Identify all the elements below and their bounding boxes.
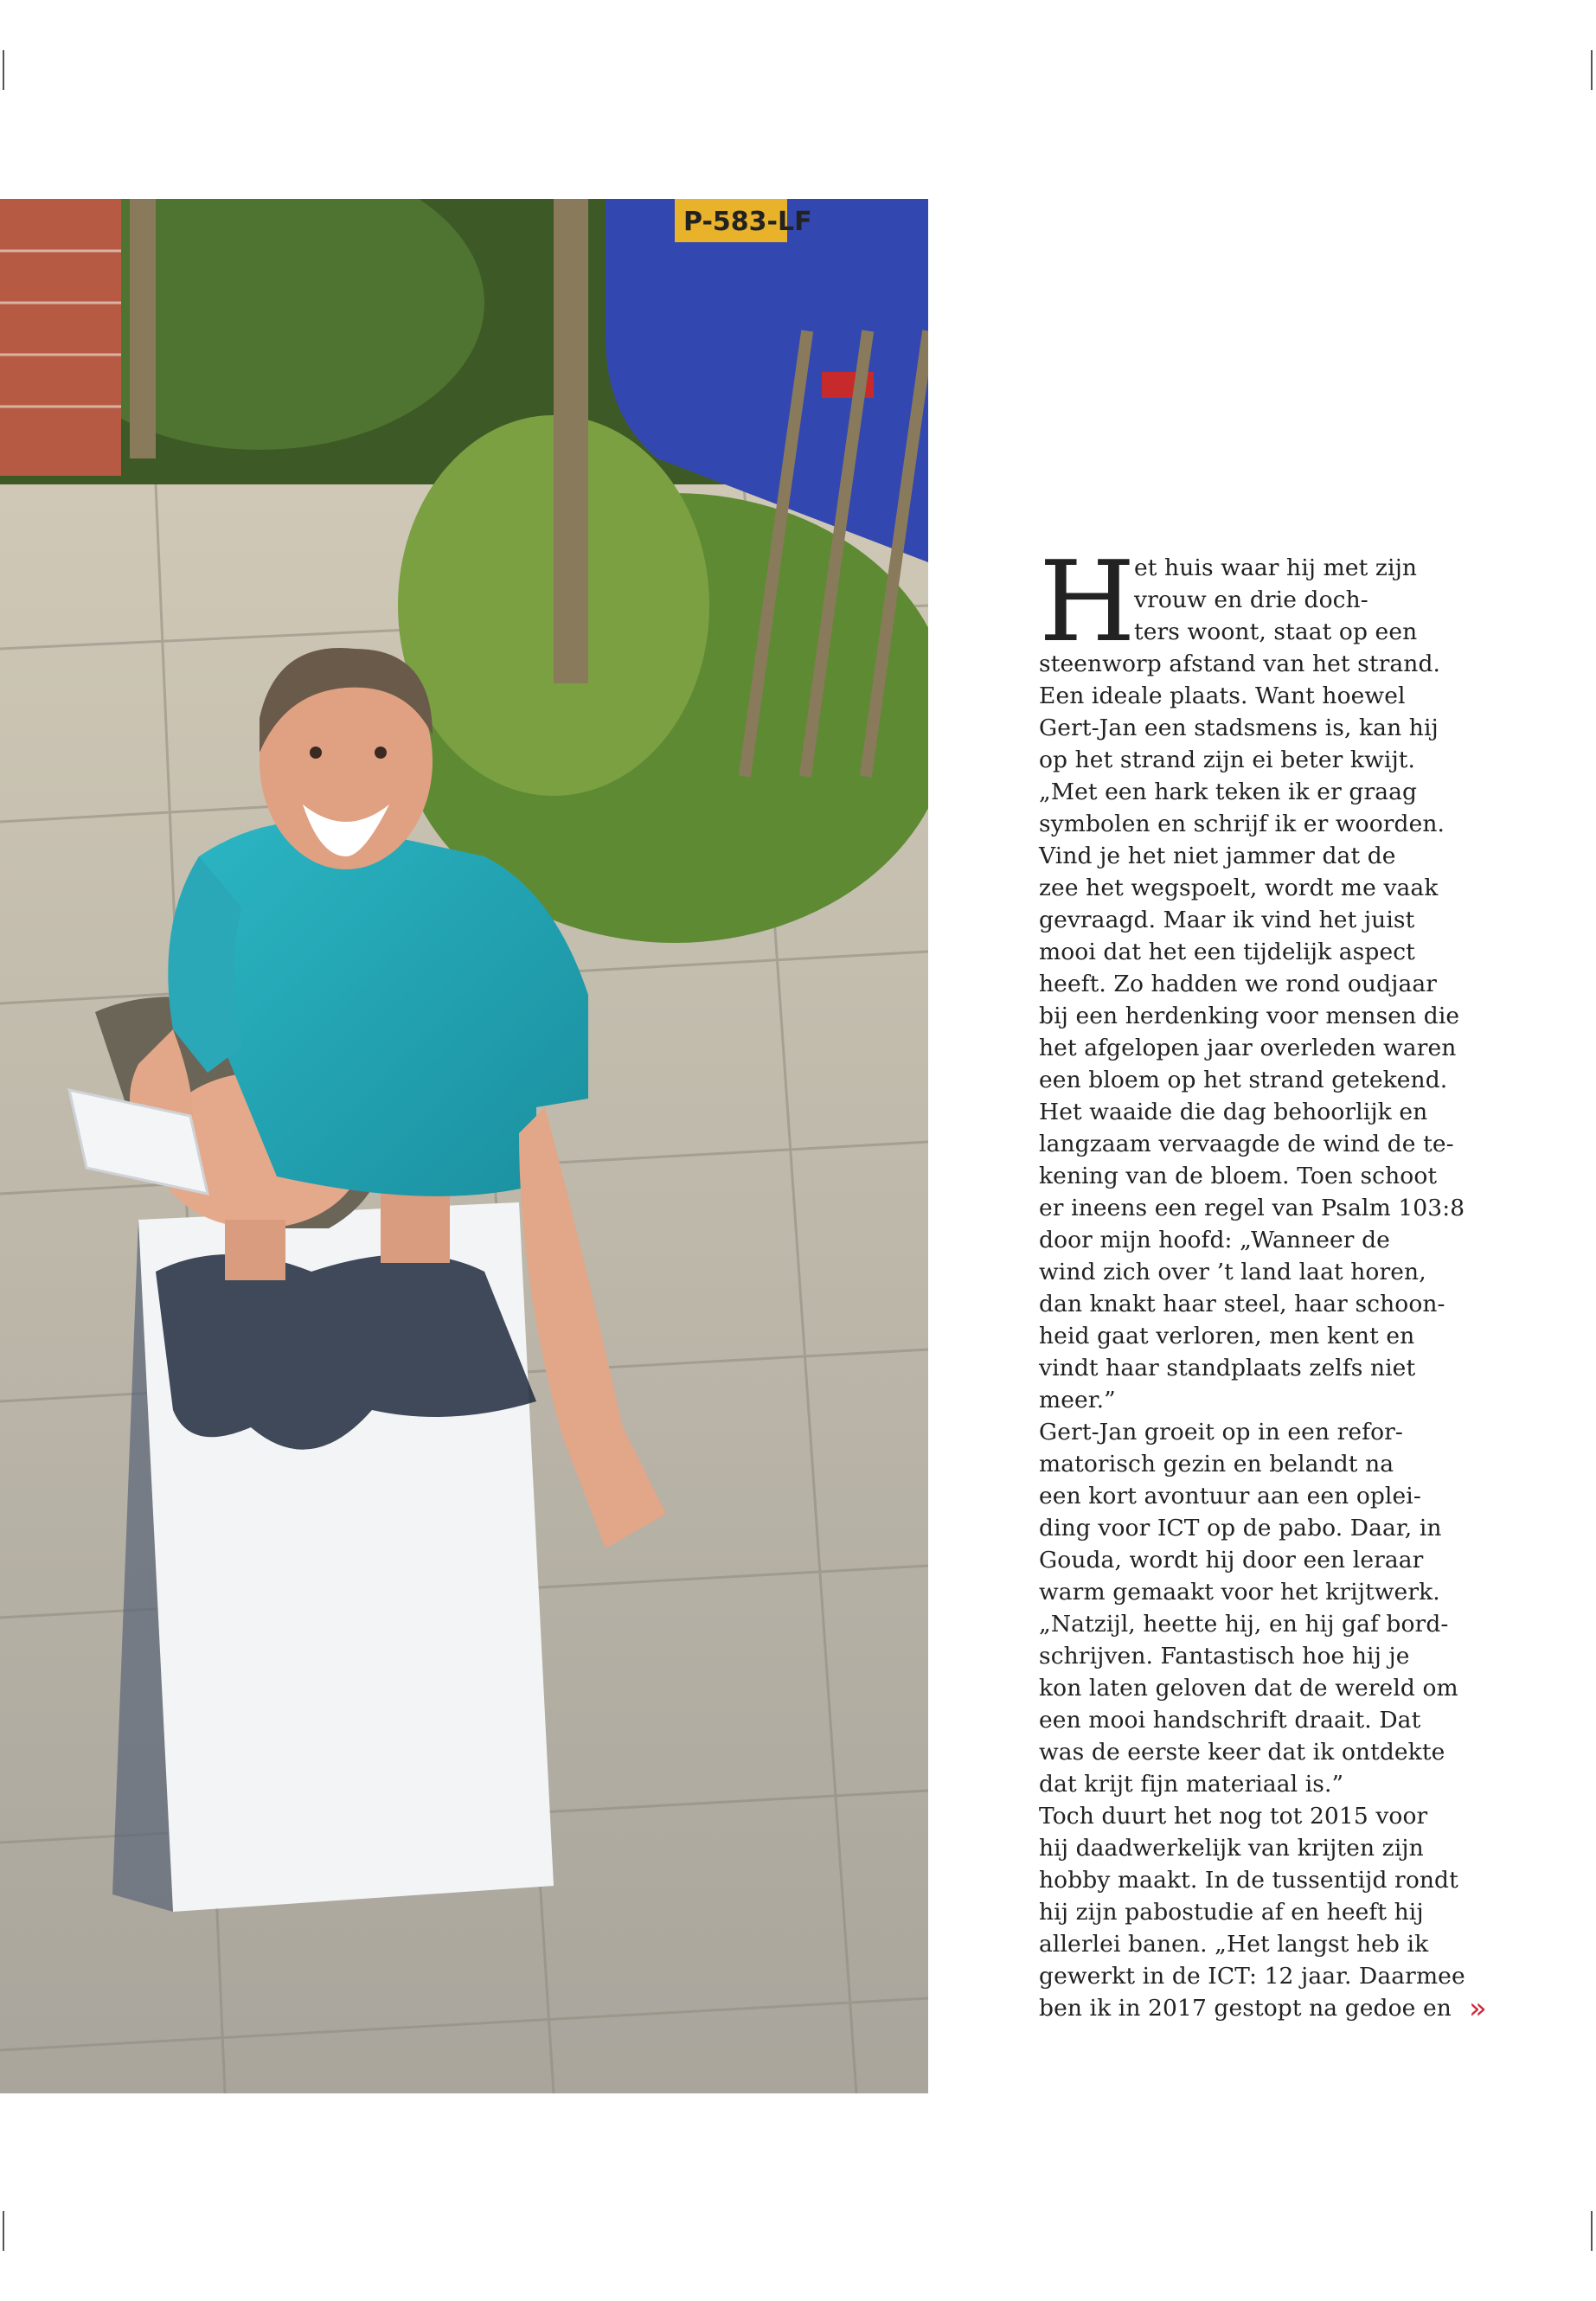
article-line: gewerkt in de ICT: 12 jaar. Daarmee [1039,1963,1465,1990]
crop-mark-top-left [3,50,4,90]
article-line: meer.” [1039,1387,1116,1413]
article-line: gevraagd. Maar ik vind het juist [1039,907,1415,933]
article-line: op het strand zijn ei beter kwijt. [1039,747,1416,773]
article-line: was de eerste keer dat ik ontdekte [1039,1739,1445,1766]
article-line: vrouw en drie doch- [1134,586,1368,613]
article-line: hij daadwerkelijk van krijten zijn [1039,1835,1424,1862]
article-line: dan knakt haar steel, haar schoon- [1039,1291,1445,1317]
article-line: schrijven. Fantastisch hoe hij je [1039,1643,1410,1670]
article-line: ben ik in 2017 gestopt na gedoe en [1039,1995,1452,2022]
article-line: kon laten geloven dat de wereld om [1039,1675,1458,1702]
article-line: Het waaide die dag behoorlijk en [1039,1099,1428,1125]
article-photo [0,199,928,2093]
article-line: matorisch gezin en belandt na [1039,1451,1394,1477]
article-line: „Natzijl, heette hij, en hij gaf bord- [1039,1611,1449,1638]
drop-cap: H [1039,538,1136,667]
article-line: het afgelopen jaar overleden waren [1039,1035,1457,1061]
article-line: een kort avontuur aan een oplei- [1039,1483,1421,1509]
article-line: langzaam vervaagde de wind de te- [1039,1131,1454,1157]
article-line: hij zijn pabostudie af en heeft hij [1039,1899,1424,1926]
article-line: dat krijt fijn materiaal is.” [1039,1771,1344,1798]
article-line: et huis waar hij met zijn [1134,554,1418,581]
article-line: zee het wegspoelt, wordt me vaak [1039,875,1439,901]
article-line: Een ideale plaats. Want hoewel [1039,683,1406,709]
article-line: symbolen en schrijf ik er woorden. [1039,811,1445,837]
article-line: ding voor ICT op de pabo. Daar, in [1039,1515,1442,1541]
article-line: hobby maakt. In de tussentijd rondt [1039,1867,1458,1894]
article-line: Gert-Jan groeit op in een refor- [1039,1419,1403,1445]
article-line: mooi dat het een tijdelijk aspect [1039,939,1415,965]
article-line: Gert-Jan een stadsmens is, kan hij [1039,715,1439,741]
article-line: Toch duurt het nog tot 2015 voor [1039,1803,1428,1830]
crop-mark-bottom-right [1591,2211,1593,2251]
article-line: ters woont, staat op een [1134,619,1418,645]
article-line: Gouda, wordt hij door een leraar [1039,1547,1424,1574]
article-line: allerlei banen. „Het langst heb ik [1039,1931,1429,1958]
article-line: bij een herdenking voor mensen die [1039,1003,1460,1029]
continue-arrow-icon: » [1469,1991,1487,2026]
article-line: door mijn hoofd: „Wanneer de [1039,1227,1390,1253]
article-line: kening van de bloem. Toen schoot [1039,1163,1438,1189]
license-plate: P-583-LF [683,207,812,237]
article-line: een mooi handschrift draait. Dat [1039,1707,1421,1734]
article-line: warm gemaakt voor het krijtwerk. [1039,1579,1440,1606]
article-line: steenworp afstand van het strand. [1039,651,1441,677]
crop-mark-top-right [1591,50,1593,90]
article-line: wind zich over ’t land laat horen, [1039,1259,1426,1285]
article-line: „Met een hark teken ik er graag [1039,779,1418,805]
article-line: heeft. Zo hadden we rond oudjaar [1039,971,1438,997]
article-line: Vind je het niet jammer dat de [1039,843,1396,869]
article-line: een bloem op het strand getekend. [1039,1067,1448,1093]
article-line: vindt haar standplaats zelfs niet [1039,1355,1416,1381]
article-line: heid gaat verloren, men kent en [1039,1323,1415,1349]
article-line: er ineens een regel van Psalm 103:8 [1039,1195,1465,1221]
crop-mark-bottom-left [3,2211,4,2251]
article-body [1039,538,1465,2024]
